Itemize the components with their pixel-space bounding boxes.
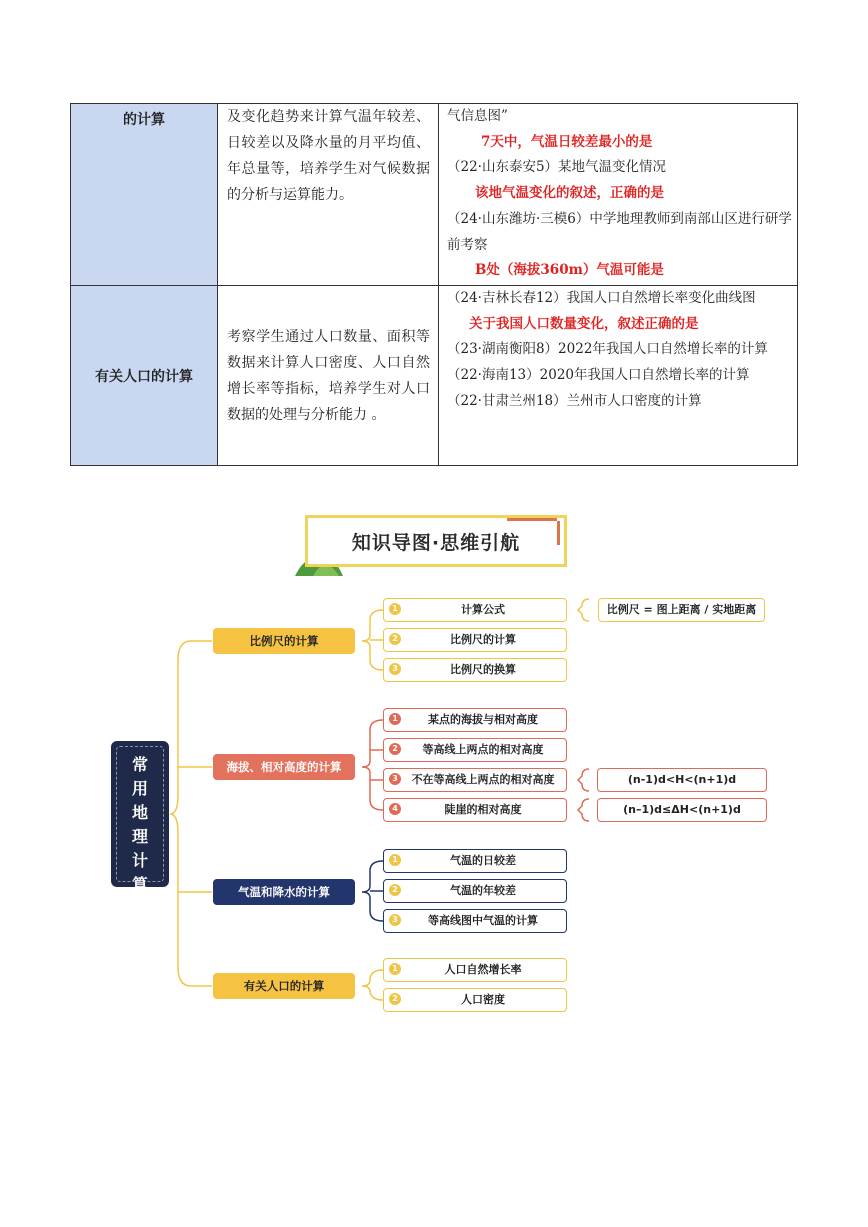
number-badge: 2	[389, 633, 401, 645]
branch-node: 海拔、相对高度的计算	[213, 754, 355, 780]
leaf-label: 人口自然增长率	[444, 963, 522, 976]
leaf-node	[383, 598, 567, 622]
branch-node: 气温和降水的计算	[213, 879, 355, 905]
connector-line	[578, 599, 589, 621]
leaf-node	[383, 658, 567, 682]
leaf-node	[383, 708, 567, 732]
leaf-label: 气温的日较差	[450, 854, 516, 867]
leaf-node	[383, 798, 567, 822]
example-line: 关于我国人口数量变化，叙述正确的是	[469, 315, 699, 332]
branch-node: 有关人口的计算	[213, 973, 355, 999]
formula-note: (n-1)d<H<(n+1)d	[597, 768, 767, 792]
leaf-node	[383, 849, 567, 873]
example-line: 7天中，气温日较差最小的是	[481, 133, 653, 150]
connector-line	[170, 641, 191, 986]
example-line: （22·山东泰安5）某地气温变化情况	[447, 159, 667, 176]
example-line: 该地气温变化的叙述，正确的是	[475, 185, 664, 202]
category-label: 有关人口的计算	[95, 368, 193, 385]
example-line: （22·海南13）2020年我国人口自然增长率的计算	[447, 367, 750, 384]
leaf-node	[383, 958, 567, 982]
example-line: （24·吉林长春12）我国人口自然增长率变化曲线图	[447, 290, 756, 306]
leaf-label: 等高线上两点的相对高度	[422, 743, 544, 756]
description-text: 及变化趋势来计算气温年较差、日较差以及降水量的月平均值、年总量等，培养学生对气候数据的分析与运算能力。	[227, 109, 430, 203]
number-badge: 3	[389, 914, 401, 926]
root-char: 常	[131, 755, 148, 774]
example-line: （22·甘肃兰州18）兰州市人口密度的计算	[447, 392, 702, 409]
connector-line	[578, 799, 589, 821]
root-char: 理	[131, 827, 148, 846]
root-label	[111, 753, 169, 897]
section-title: 知识导图·思维引航	[351, 532, 521, 554]
leaf-node	[383, 628, 567, 652]
connector-line	[362, 720, 383, 810]
example-line: B处（海拔360m）气温可能是	[475, 262, 664, 279]
root-char: 算	[131, 875, 148, 894]
leaf-label: 计算公式	[461, 603, 505, 616]
leaf-label: 陡崖的相对高度	[444, 803, 522, 816]
number-badge: 2	[389, 993, 401, 1005]
leaf-node	[383, 909, 567, 933]
number-badge: 1	[389, 713, 401, 725]
leaf-label: 比例尺的计算	[450, 633, 516, 646]
number-badge: 1	[389, 963, 401, 975]
number-badge: 2	[389, 884, 401, 896]
leaf-label: 不在等高线上两点的相对高度	[411, 773, 555, 786]
leaf-label: 气温的年较差	[450, 884, 516, 897]
number-badge: 1	[389, 854, 401, 866]
mind-map-root	[111, 741, 169, 894]
example-line: 气信息图”	[447, 108, 508, 124]
number-badge: 1	[389, 603, 401, 615]
leaf-label: 人口密度	[461, 993, 505, 1006]
leaf-label: 等高线图中气温的计算	[428, 914, 538, 927]
leaf-label: 比例尺的换算	[450, 663, 516, 676]
leaf-node	[383, 768, 567, 792]
root-char: 用	[131, 779, 148, 798]
category-label: 的计算	[123, 112, 165, 128]
description-text: 考察学生通过人口数量、面积等数据来计算人口密度、人口自然增长率等指标，培养学生对人口数据的处理与分析能力 。	[227, 328, 430, 423]
root-char: 计	[131, 851, 148, 870]
example-line: （23·湖南衡阳8）2022年我国人口自然增长率的计算	[447, 341, 768, 358]
leaf-node	[383, 879, 567, 903]
leaf-node	[383, 988, 567, 1012]
formula-note: 比例尺 = 图上距离 / 实地距离	[598, 598, 765, 622]
branch-node: 比例尺的计算	[213, 628, 355, 654]
number-badge: 3	[389, 773, 401, 785]
connector-line	[578, 769, 589, 791]
leaf-node	[383, 738, 567, 762]
root-char: 地	[131, 803, 148, 822]
example-line: （24·山东潍坊·三模6）中学地理教师到南部山区进行研学前考察	[447, 210, 792, 253]
number-badge: 3	[389, 663, 401, 675]
formula-note: (n–1)d≤ΔH<(n+1)d	[597, 798, 767, 822]
connector-line	[362, 970, 383, 1000]
number-badge: 2	[389, 743, 401, 755]
number-badge: 4	[389, 803, 401, 815]
leaf-label: 某点的海拔与相对高度	[428, 713, 538, 726]
